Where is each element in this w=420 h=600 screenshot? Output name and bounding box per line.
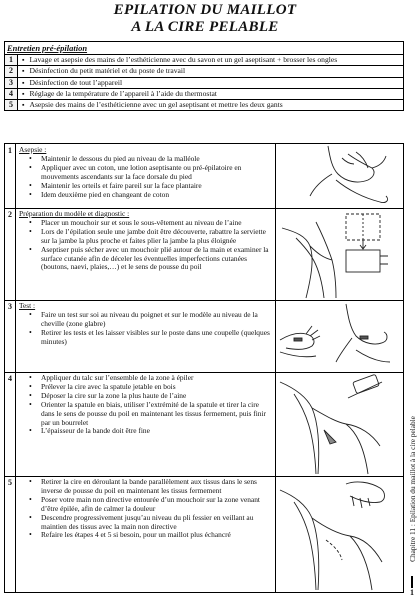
groin-towel-illustration xyxy=(275,208,396,300)
title-line-1: EPILATION DU MAILLOT xyxy=(113,2,297,18)
list-item: • Retirer la cire en déroulant la bande parallèlement aux tissus dans le sens inverse de pousse du poil en maintenant les tissus fermement xyxy=(41,478,271,496)
step-2 xyxy=(5,208,403,301)
list-item: • Placer un mouchoir sur et sous le sous-vêtement au niveau de l’aine xyxy=(41,219,271,228)
list-item: • Refaire les étapes 4 et 5 si besoin, pour un maillot plus échancré xyxy=(41,531,271,540)
steps-table xyxy=(4,143,404,593)
step-list xyxy=(19,374,271,436)
list-item: • Maintenir le dessous du pied au niveau de la malléole xyxy=(41,155,271,164)
page-title xyxy=(0,2,410,36)
step-body xyxy=(19,210,271,272)
list-item: • Descendre progressivement jusqu’au niveau du pli fessier en veillant au maintien des tissus avec la main non directive xyxy=(41,514,271,532)
row-number: 4 xyxy=(5,89,18,99)
step-1 xyxy=(5,144,403,209)
step-list xyxy=(19,155,271,200)
list-item: • Aseptiser puis sécher avec un mouchoir plié autour de la main et examiner la surface cutanée afin de déceler les éventuelles imperfections cutanées (boutons, naevi, plaies,…) et le sens de pousse du poil xyxy=(41,246,271,273)
step-3 xyxy=(5,300,403,373)
row-number: 5 xyxy=(5,100,18,110)
page-number: 1 xyxy=(410,588,414,597)
step-5 xyxy=(5,476,403,592)
row-text: ▪ Asepsie des mains de l’esthéticienne avec un gel aseptisant et mettre les deux gants xyxy=(18,100,283,110)
step-body xyxy=(19,302,271,347)
list-item: • L’épaisseur de la bande doit être fine xyxy=(41,427,271,436)
step-number: 5 xyxy=(5,476,16,592)
pre-epilation-row xyxy=(5,55,403,66)
list-item: • Appliquer du talc sur l’ensemble de la zone à épiler xyxy=(41,374,271,383)
step-number: 4 xyxy=(5,372,16,476)
title-line-2: A LA CIRE PELABLE xyxy=(131,19,279,35)
row-text: ▪ Désinfection de tout l’appareil xyxy=(18,78,122,88)
list-item: • Orienter la spatule en biais, utiliser l’extrémité de la spatule et tirer la cire dans le sens de pousse du poil en maintenant les tissus fermement, puis finir par un bourrelet xyxy=(41,401,271,428)
step-number: 3 xyxy=(5,300,16,372)
pre-epilation-heading: Entretien pré-épilation xyxy=(5,42,403,55)
pre-epilation-table xyxy=(4,41,404,111)
page-divider xyxy=(411,576,413,588)
list-item: • Maintenir les orteils et faire pareil sur la face plantaire xyxy=(41,182,271,191)
step-list xyxy=(19,478,271,540)
list-item: • Lors de l’épilation seule une jambe doit être découverte, rabattre la serviette sur la jambe la plus proche et faites plier la jambe la plus éloignée xyxy=(41,228,271,246)
step-list xyxy=(19,219,271,272)
step-list xyxy=(19,311,271,347)
wrist-ankle-test-illustration xyxy=(275,300,396,372)
step-title: Préparation du modèle et diagnostic : xyxy=(19,209,130,218)
row-number: 3 xyxy=(5,78,18,88)
list-item: • Retirer les tests et les laisser visibles sur le poste dans une coupelle (quelques minutes) xyxy=(41,329,271,347)
pre-epilation-row xyxy=(5,100,403,110)
row-text: ▪ Désinfection du petit matériel et du poste de travail xyxy=(18,66,185,76)
row-text: ▪ Lavage et asepsie des mains de l’esthéticienne avec du savon et un gel aseptisant + brosser les ongles xyxy=(18,55,337,65)
foot-illustration xyxy=(275,144,396,208)
list-item: • Poser votre main non directive entourée d’un mouchoir sur la zone venant d’être épilée, afin de calmer la douleur xyxy=(41,496,271,514)
step-4 xyxy=(5,372,403,477)
wax-removal-illustration xyxy=(275,476,396,592)
step-body xyxy=(19,146,271,199)
step-title: Asepsie : xyxy=(19,145,47,154)
pre-epilation-row xyxy=(5,66,403,77)
step-body xyxy=(19,478,271,540)
row-number: 1 xyxy=(5,55,18,65)
row-text: ▪ Réglage de la température de l’appareil à l’aide du thermostat xyxy=(18,89,217,99)
chapter-sidebar xyxy=(408,398,418,588)
step-title: Test : xyxy=(19,301,36,310)
chapter-label: Chapitre 11 : Epilation du maillot à la cire pelable xyxy=(408,416,417,562)
wax-application-illustration xyxy=(275,372,396,476)
row-number: 2 xyxy=(5,66,18,76)
pre-epilation-row xyxy=(5,89,403,100)
list-item: • Prélever la cire avec la spatule jetable en bois xyxy=(41,383,271,392)
list-item: • Faire un test sur soi au niveau du poignet et sur le modèle au niveau de la cheville (zone glabre) xyxy=(41,311,271,329)
pre-epilation-row xyxy=(5,78,403,89)
list-item: • Idem deuxième pied en changeant de coton xyxy=(41,191,271,200)
list-item: • Déposer la cire sur la zone la plus haute de l’aine xyxy=(41,392,271,401)
step-body xyxy=(19,374,271,436)
step-number: 2 xyxy=(5,208,16,300)
step-number: 1 xyxy=(5,144,16,208)
list-item: • Appliquer avec un coton, une lotion aseptisante ou pré-épilatoire en mouvements ascendants sur la face dorsale du pied xyxy=(41,164,271,182)
